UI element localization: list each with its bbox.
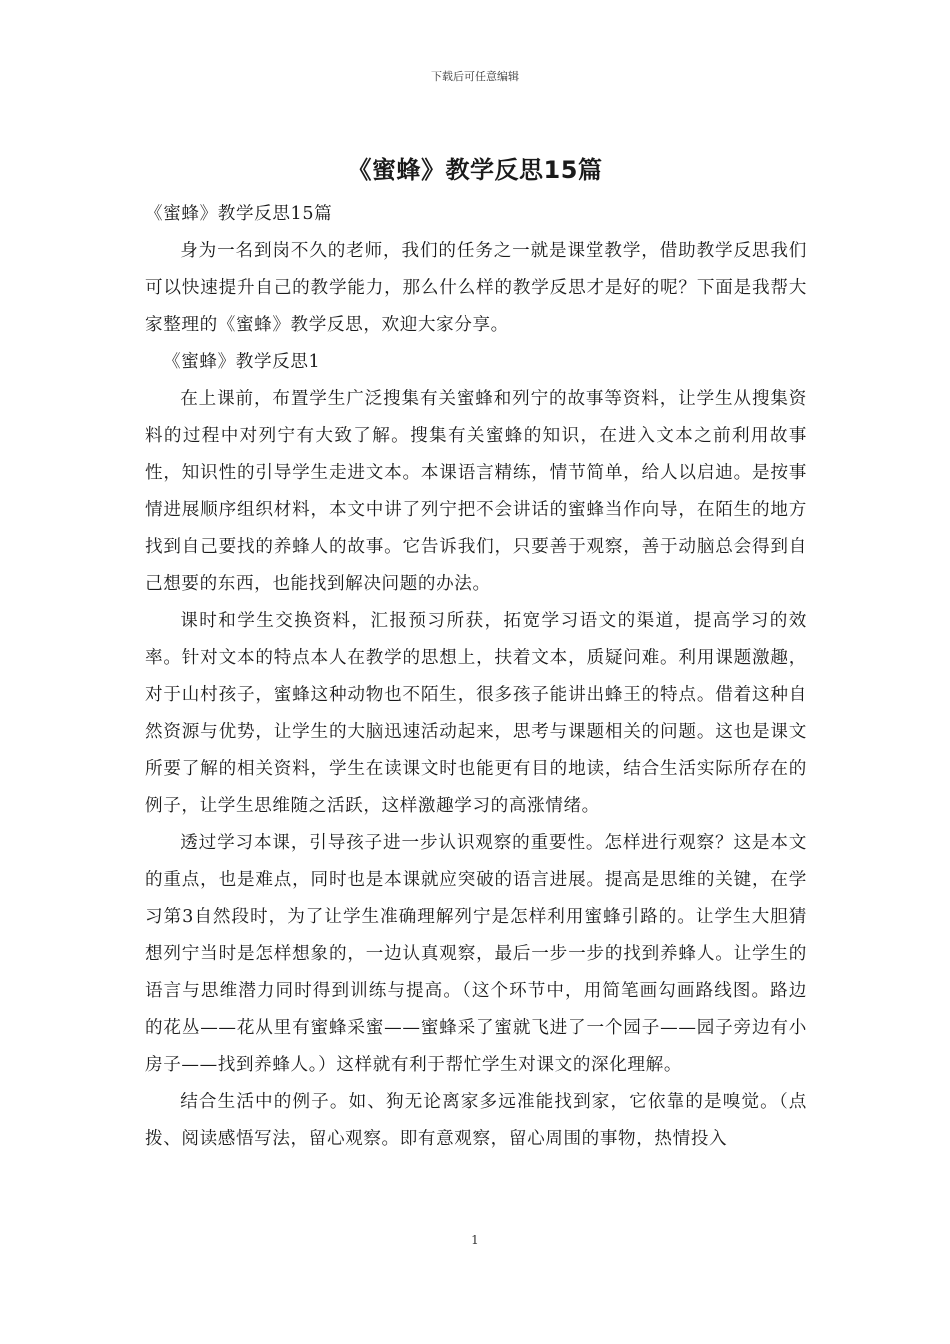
intro-paragraph: 身为一名到岗不久的老师，我们的任务之一就是课堂教学，借助教学反思我们可以快速提升自己的教学能力，那么什么样的教学反思才是好的呢？下面是我帮大家整理的《蜜蜂》教学反思，欢迎大家分享。 [145, 241, 807, 335]
body-paragraph: 在上课前，布置学生广泛搜集有关蜜蜂和列宁的故事等资料，让学生从搜集资料的过程中对列宁有大致了解。搜集有关蜜蜂的知识，在进入文本之前利用故事性，知识性的引导学生走进文本。本课语言精练，情节简单，给人以启迪。是按事情进展顺序组织材料，本文中讲了列宁把不会讲话的蜜蜂当作向导，在陌生的地方找到自己要找的养蜂人的故事。它告诉我们，只要善于观察，善于动脑总会得到自己想要的东西，也能找到解决问题的办法。 [145, 389, 807, 594]
body-paragraph: 结合生活中的例子。如、狗无论离家多远准能找到家，它依靠的是嗅觉。（点拨、阅读感悟写法，留心观察。即有意观察，留心周围的事物，热情投入 [145, 1092, 807, 1149]
page-header: 下载后可任意编辑 [431, 70, 519, 83]
section-heading: 《蜜蜂》教学反思1 [163, 352, 321, 372]
document-body [145, 196, 807, 1158]
document-subtitle: 《蜜蜂》教学反思15篇 [145, 204, 333, 224]
document-title: 《蜜蜂》教学反思15篇 [347, 156, 603, 184]
body-paragraph: 课时和学生交换资料，汇报预习所获，拓宽学习语文的渠道，提高学习的效率。针对文本的特点本人在教学的思想上，扶着文本，质疑问难。利用课题激趣，对于山村孩子，蜜蜂这种动物也不陌生，很多孩子能讲出蜂王的特点。借着这种自然资源与优势，让学生的大脑迅速活动起来，思考与课题相关的问题。这也是课文所要了解的相关资料，学生在读课文时也能更有目的地读，结合生活实际所存在的例子，让学生思维随之活跃，这样激趣学习的高涨情绪。 [145, 611, 807, 816]
page-number: 1 [471, 1233, 479, 1247]
body-paragraph: 透过学习本课，引导孩子进一步认识观察的重要性。怎样进行观察？这是本文的重点，也是难点，同时也是本课就应突破的语言进展。提高是思维的关键，在学习第3自然段时，为了让学生准确理解列宁是怎样利用蜜蜂引路的。让学生大胆猜想列宁当时是怎样想象的，一边认真观察，最后一步一步的找到养蜂人。让学生的语言与思维潜力同时得到训练与提高。（这个环节中，用简笔画勾画路线图。路边的花丛——花从里有蜜蜂采蜜——蜜蜂采了蜜就飞进了一个园子——园子旁边有小房子——找到养蜂人。）这样就有利于帮忙学生对课文的深化理解。 [145, 833, 807, 1075]
